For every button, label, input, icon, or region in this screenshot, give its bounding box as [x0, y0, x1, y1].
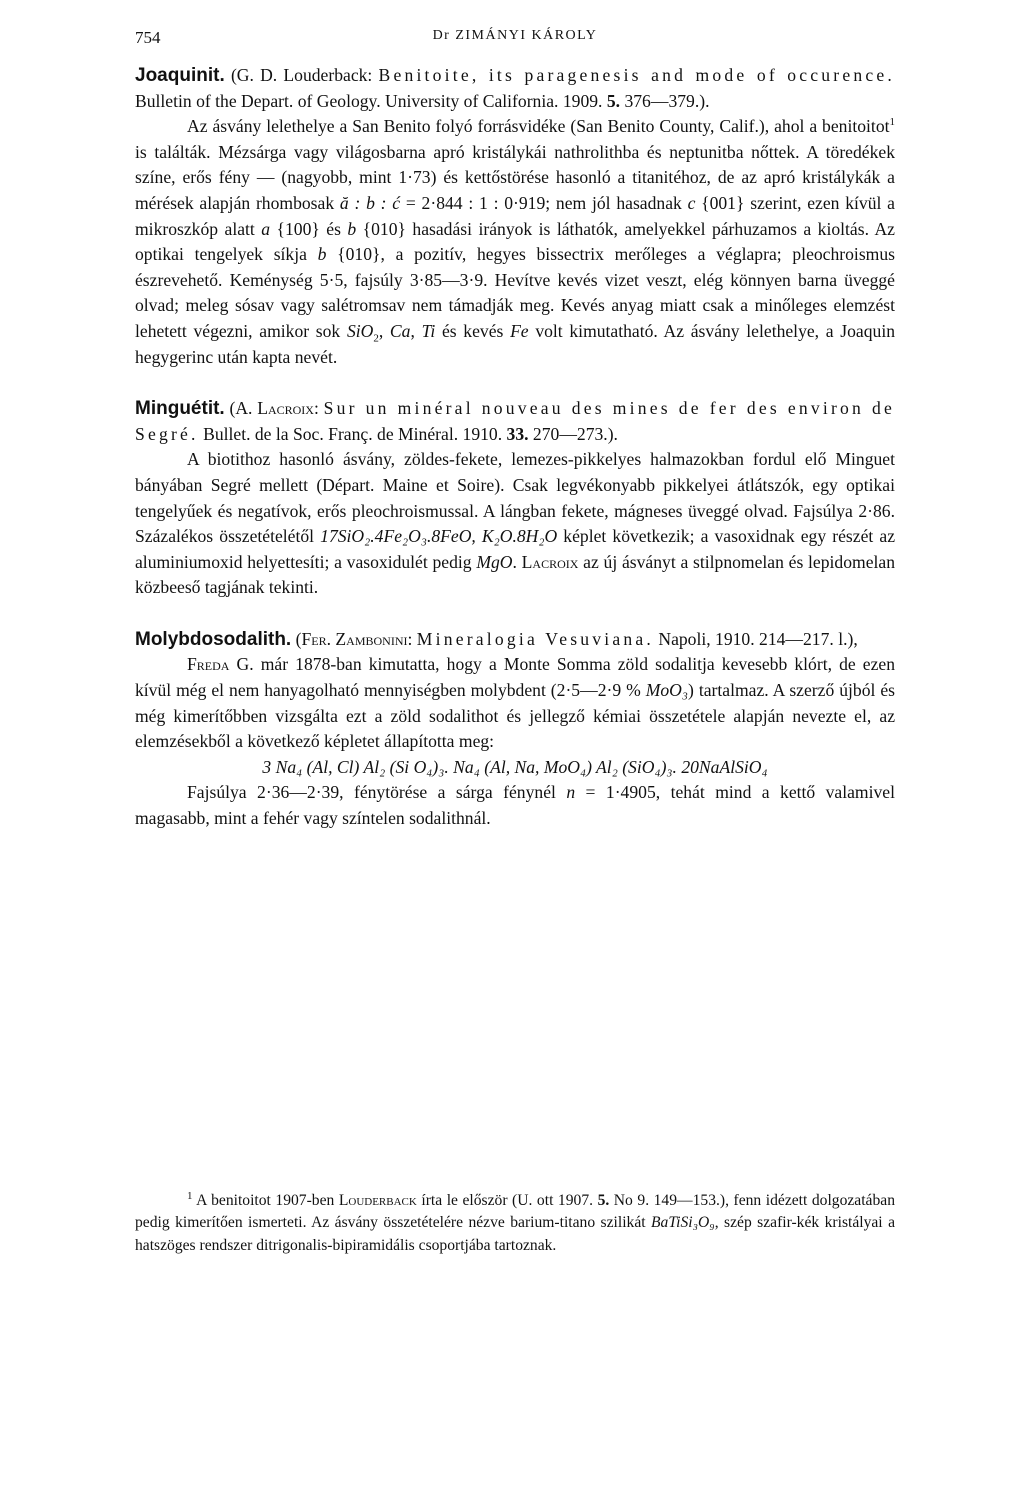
ref-title: Sur un minéral nouveau des mines de fer des environ de Segré.	[135, 398, 895, 444]
entry-minguetit	[135, 396, 895, 601]
molybdosodalith-paragraph: Freda G. már 1878-ban kimutatta, hogy a Monte Somma zöld sodalitja kevesebb klórt, de ezen kívül még el nem hanyagolható mennyiségben molybdent (2·5—2·9 % MoO₃) tartalmaz. A szerző újból és még kimerítőbben vizsgálta ezt a zöld sodalithot és jellegző kémiai összetétele alapján nevezte el, az elemzésekből a következő képletet állapította meg:	[135, 654, 895, 752]
ref-pages: 376—379.).	[624, 90, 710, 111]
page-number: 754	[135, 28, 161, 47]
ref-author: (G. D. Louderback:	[230, 65, 373, 85]
ref-volume: 33.	[506, 423, 529, 444]
mineral-name: Molybdosodalith.	[135, 628, 292, 650]
entry-molybdosodalith	[135, 627, 895, 832]
entry-joaquinit	[135, 63, 895, 370]
footnote: $^1$ A benitoitot 1907-ben Louderback írta le először (U. ott 1907. 5. No 9. 149—153.), fenn idézett dolgozatában pedig kimerítően ismerteti. Az ásvány összetételére nézve barium-titano szilikát BaTiSi₃O₉, szép szafir-kék kristályai a hatszöges rendszer ditrigonalis-bipiramidális csoportjába tartoznak.	[135, 1189, 895, 1254]
ref-author: (A. Lacroix:	[229, 398, 319, 419]
chemical-formula: 3 Na₄ (Al, Cl) Al₂ (Si O₄)₃. Na₄ (Al, Na, MoO₄) Al₂ (SiO₄)₃. 20NaAlSiO₄	[262, 756, 768, 777]
ref-rest: Bullet. de la Soc. Franç. de Minéral. 1910.	[203, 423, 503, 444]
molybdosodalith-reference	[135, 627, 895, 653]
minguetit-reference	[135, 396, 895, 447]
molybdosodalith-paragraph-2: Fajsúlya 2·36—2·39, fénytörése a sárga fénynél n = 1·4905, tehát mind a kettő valamivel magasabb, mint a fehér vagy színtelen sodalithnál.	[135, 782, 896, 829]
page-header	[135, 28, 895, 52]
mineral-name: Joaquinit.	[135, 65, 225, 86]
ref-title: Mineralogia Vesuviana.	[416, 628, 654, 649]
joaquinit-paragraph: Az ásvány lelethelye a San Benito folyó forrásvidéke (San Benito County, Calif.), ahol a benitoitot$^1$ is találták. Mézsárga vagy világosbarna apró kristálykái nathrolithba és neptunitba nőttek. A töredékek színe, erős fény — (nagyobb, mint 1·73) és kettőstörése hasonló a titanitéhoz, de az apró kristálykák a mérések alapján rhombosak ă : b : ć = 2·844 : 1 : 0·919; nem jól hasadnak c {001} szerint, ezen kívül a mikroszkóp alatt a {100} és b {010} hasadási irányok is láthatók, amelyekkel párhuzamos a kioltás. Az optikai tengelyek síkja b {010}, a pozitív, hegyes bissectrix merőleges a véglapra; pleochroismus észrevehető. Keménység 5·5, fajsúly 3·85—3·9. Hevítve kevés vizet veszt, elég könnyen barna üveggé olvad; meleg sósav vagy salétromsav nem támadják meg. Kevés anyag miatt csak a minőleges elemzést lehetett végezni, amikor sok SiO$_2$, Ca, Ti és kevés Fe volt kimutatható. Az ásvány lelethelye, a Joaquin hegygerinc után kapta nevét.	[135, 116, 896, 367]
ref-title: Benitoite, its paragenesis and mode of occurence.	[378, 65, 895, 85]
footnote-marker: 1	[889, 116, 895, 129]
mineral-name: Minguétit.	[135, 398, 225, 420]
ref-rest: Napoli, 1910. 214—217. l.),	[658, 628, 858, 649]
chemical-formula: 17SiO₂.4Fe₂O₃.8FeO, K₂O.8H₂O	[320, 526, 558, 547]
ref-author: (Fer. Zambonini:	[295, 628, 413, 649]
ref-volume: 5.	[606, 90, 621, 111]
running-head: Dr ZIMÁNYI KÁROLY	[432, 28, 598, 43]
ref-pages: 270—273.).	[532, 423, 618, 444]
minguetit-paragraph: A biotithoz hasonló ásvány, zöldes-fekete, lemezes-pikkelyes halmazokban fordul elő Minguet bányában Segré mellett (Départ. Maine et Soire). Csak legvékonyabb pikkelyei átlátszók, egy optikai tengelyűek és negatívok, erős pleochroismussal. A lángban fekete, mágneses üveggé olvad. Fajsúlya 2·86. Százalékos összetételétől 17SiO₂.4Fe₂O₃.8FeO, K₂O.8H₂O képlet következik; a vasoxidnak egy részét az aluminiumoxid helyettesíti; a vasoxidulét pedig MgO. Lacroix az új ásványt a stilpnomelan és lepidomelan közbeeső tagjának tekinti.	[135, 449, 896, 598]
ref-rest: Bulletin of the Depart. of Geology. University of California. 1909.	[135, 90, 603, 111]
joaquinit-reference	[135, 63, 895, 114]
footnote-marker: 1	[187, 1189, 193, 1202]
main-text	[135, 63, 895, 832]
